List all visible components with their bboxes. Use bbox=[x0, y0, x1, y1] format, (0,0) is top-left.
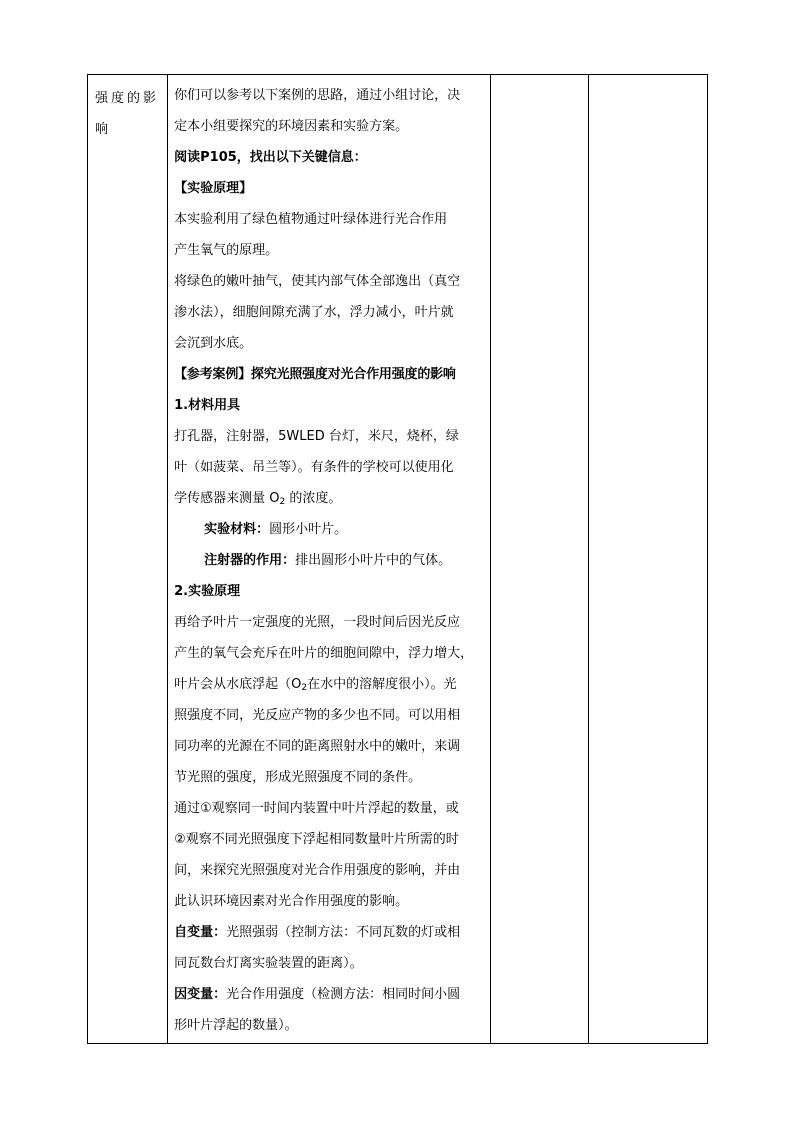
dependent-variable: 因变量：光合作用强度（检测方法：相同时间小圆 bbox=[174, 987, 461, 1002]
principle2-line: 节光照的强度，形成光照强度不同的条件。 bbox=[174, 770, 422, 785]
principle2-line: 叶片会从水底浮起（$O_2$在水中的溶解度很小）。光 bbox=[174, 677, 457, 693]
principle2-line: 产生的氧气会充斥在叶片的细胞间隙中，浮力增大， bbox=[174, 646, 474, 661]
principle2-heading: 2.实验原理 bbox=[174, 584, 241, 599]
principle-heading: 【实验原理】 bbox=[174, 181, 253, 196]
reading-task: 阅读P105，找出以下关键信息： bbox=[174, 150, 367, 165]
principle2-line: ②观察不同光照强度下浮起相同数量叶片所需的时 bbox=[174, 832, 459, 847]
content-cell bbox=[168, 75, 491, 1044]
principle2-line: 通过①观察同一时间内装置中叶片浮起的数量，或 bbox=[174, 801, 459, 816]
materials-line: 打孔器，注射器，5WLED 台灯，米尺，烧杯，绿 bbox=[174, 429, 459, 444]
intro-line: 你们可以参考以下案例的思路，通过小组讨论，决 bbox=[174, 88, 461, 103]
row-label-cell bbox=[88, 75, 168, 1044]
table-row bbox=[88, 75, 708, 1044]
principle2-line: 照强度不同，光反应产物的多少也不同。可以用相 bbox=[174, 708, 461, 723]
intro-line: 定本小组要探究的环境因素和实验方案。 bbox=[174, 119, 409, 134]
principle-line: 渗水法），细胞间隙充满了水，浮力减小，叶片就 bbox=[174, 305, 454, 320]
materials-line: 学传感器来测量 $O_2$ 的浓度。 bbox=[174, 491, 342, 507]
content-text bbox=[168, 75, 490, 1041]
principle-line: 产生氧气的原理。 bbox=[174, 243, 279, 258]
principle2-line: 同功率的光源在不同的距离照射水中的嫩叶，来调 bbox=[174, 739, 461, 754]
lesson-plan-table bbox=[87, 74, 708, 1044]
experiment-material: 实验材料：圆形小叶片。 bbox=[204, 522, 348, 537]
principle2-line: 再给予叶片一定强度的光照，一段时间后因光反应 bbox=[174, 615, 461, 630]
principle-line: 本实验利用了绿色植物通过叶绿体进行光合作用 bbox=[174, 212, 448, 227]
principle2-line: 此认识环境因素对光合作用强度的影响。 bbox=[174, 894, 409, 909]
principle-line: 将绿色的嫩叶抽气，使其内部气体全部逸出（真空 bbox=[174, 274, 461, 289]
empty-cell bbox=[588, 75, 707, 1044]
empty-cell bbox=[490, 75, 588, 1044]
syringe-purpose: 注射器的作用：排出圆形小叶片中的气体。 bbox=[204, 553, 452, 568]
principle-line: 会沉到水底。 bbox=[174, 336, 253, 351]
independent-variable: 自变量：光照强弱（控制方法：不同瓦数的灯或相 bbox=[174, 925, 461, 940]
row-label: 强度的影 响 bbox=[95, 91, 160, 137]
materials-heading: 1.材料用具 bbox=[174, 398, 241, 413]
dependent-variable-cont: 形叶片浮起的数量）。 bbox=[174, 1018, 298, 1033]
materials-line: 叶（如菠菜、吊兰等）。有条件的学校可以使用化 bbox=[174, 460, 454, 475]
case-heading: 【参考案例】探究光照强度对光合作用强度的影响 bbox=[174, 367, 456, 382]
independent-variable-cont: 同瓦数台灯离实验装置的距离）。 bbox=[174, 956, 363, 971]
principle2-line: 间，来探究光照强度对光合作用强度的影响，并由 bbox=[174, 863, 461, 878]
